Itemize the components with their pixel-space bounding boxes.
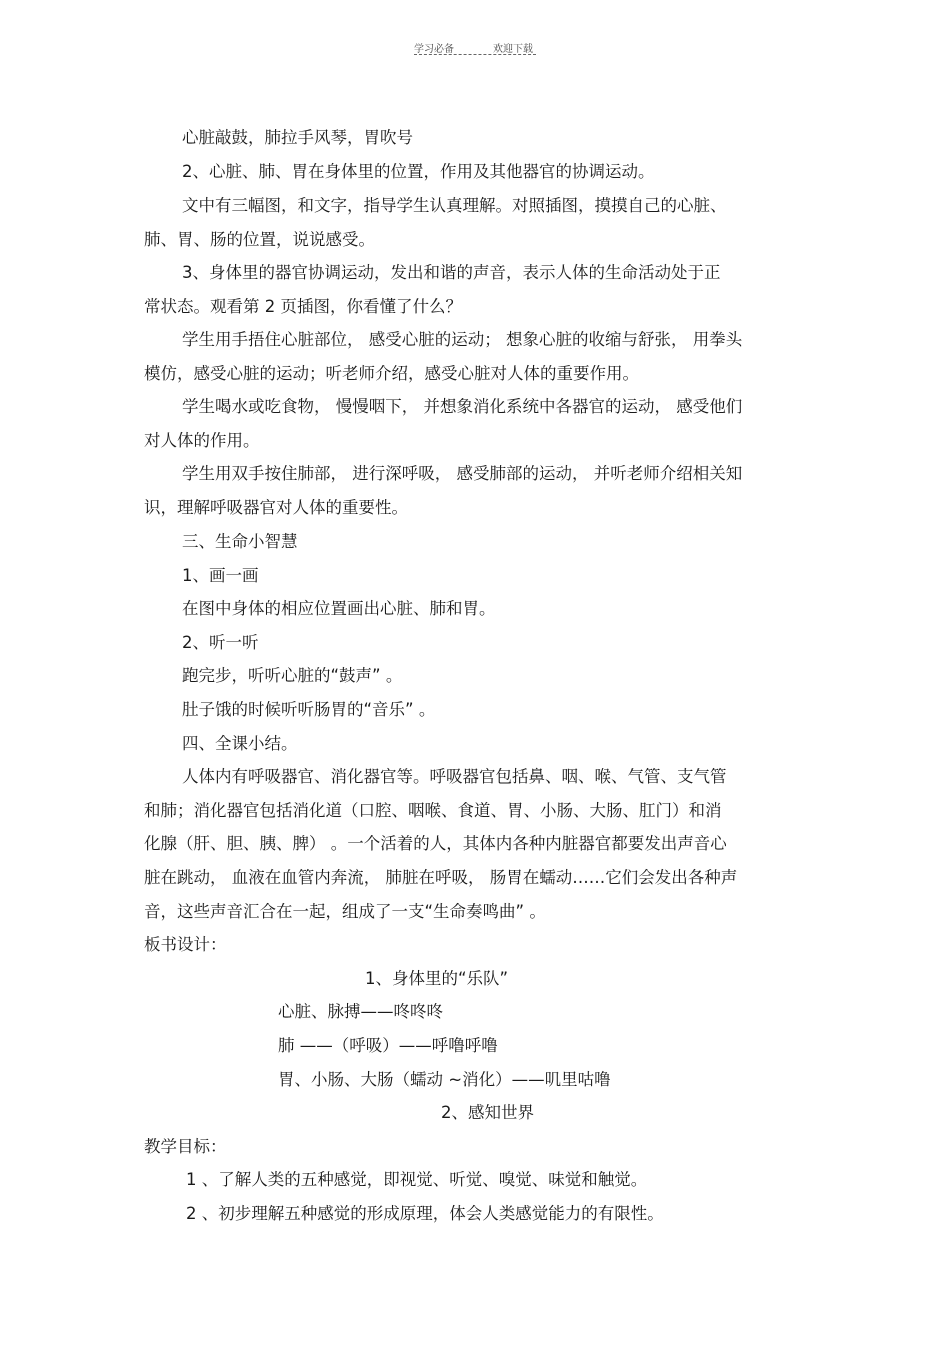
text-line: 3、身体里的器官协调运动，发出和谐的声音，表示人体的生命活动处于正 <box>182 263 721 282</box>
text-line: 心脏敲鼓，肺拉手风琴，胃吹号 <box>182 128 413 147</box>
text-line: 2、心脏、肺、胃在身体里的位置，作用及其他器官的协调运动。 <box>182 162 655 181</box>
header-left-text: 学习必备 <box>414 44 454 55</box>
text-line: 肚子饿的时候听听肠胃的“音乐” 。 <box>182 700 436 719</box>
text-line: 2 、初步理解五种感觉的形成原理，体会人类感觉能力的有限性。 <box>186 1204 664 1223</box>
text-line: 模仿，感受心脏的运动；听老师介绍，感受心脏对人体的重要作用。 <box>144 364 639 383</box>
section-heading: 四、全课小结。 <box>182 734 298 753</box>
text-line: 2、听一听 <box>182 633 259 652</box>
section-heading: 教学目标： <box>144 1137 227 1156</box>
board-line: 肺 ——（呼吸）——呼噜呼噜 <box>278 1036 498 1055</box>
text-line: 和肺；消化器官包括消化道（口腔、咽喉、食道、胃、小肠、大肠、肛门）和消 <box>144 801 722 820</box>
header-right-text: 欢迎下载 <box>493 44 533 55</box>
text-line: 脏在跳动， 血液在血管内奔流， 肺脏在呼吸， 肠胃在蠕动……它们会发出各种声 <box>144 868 738 887</box>
board-line: 心脏、脉搏——咚咚咚 <box>278 1002 443 1021</box>
board-line: 胃、小肠、大肠（蠕动 ~消化）——叽里咕噜 <box>278 1070 611 1089</box>
text-line: 学生用双手按住肺部， 进行深呼吸， 感受肺部的运动， 并听老师介绍相关知 <box>182 464 743 483</box>
text-line: 学生用手捂住心脏部位， 感受心脏的运动； 想象心脏的收缩与舒张， 用拳头 <box>182 330 743 349</box>
lesson-title: 2、感知世界 <box>441 1103 534 1122</box>
text-line: 识，理解呼吸器官对人体的重要性。 <box>144 498 408 517</box>
text-line: 文中有三幅图，和文字，指导学生认真理解。对照插图，摸摸自己的心脏、 <box>182 196 727 215</box>
section-heading: 三、生命小智慧 <box>182 532 298 551</box>
text-line: 化腺（肝、胆、胰、脾） 。一个活着的人，其体内各种内脏器官都要发出声音心 <box>144 834 727 853</box>
text-line: 1 、了解人类的五种感觉，即视觉、听觉、嗅觉、味觉和触觉。 <box>186 1170 648 1189</box>
text-line: 音，这些声音汇合在一起，组成了一支“生命奏鸣曲” 。 <box>144 902 546 921</box>
text-line: 1、画一画 <box>182 566 259 585</box>
text-line: 跑完步，听听心脏的“鼓声” 。 <box>182 666 403 685</box>
header-divider <box>414 54 536 55</box>
text-line: 对人体的作用。 <box>144 431 260 450</box>
section-heading: 板书设计： <box>144 935 227 954</box>
text-line: 常状态。观看第 2 页插图，你看懂了什么？ <box>144 297 462 316</box>
text-line: 人体内有呼吸器官、消化器官等。呼吸器官包括鼻、咽、喉、气管、支气管 <box>182 767 727 786</box>
text-line: 在图中身体的相应位置画出心脏、肺和胃。 <box>182 599 496 618</box>
text-line: 肺、胃、肠的位置，说说感受。 <box>144 230 375 249</box>
board-title: 1、身体里的“乐队” <box>365 969 509 988</box>
text-line: 学生喝水或吃食物， 慢慢咽下， 并想象消化系统中各器官的运动， 感受他们 <box>182 397 743 416</box>
